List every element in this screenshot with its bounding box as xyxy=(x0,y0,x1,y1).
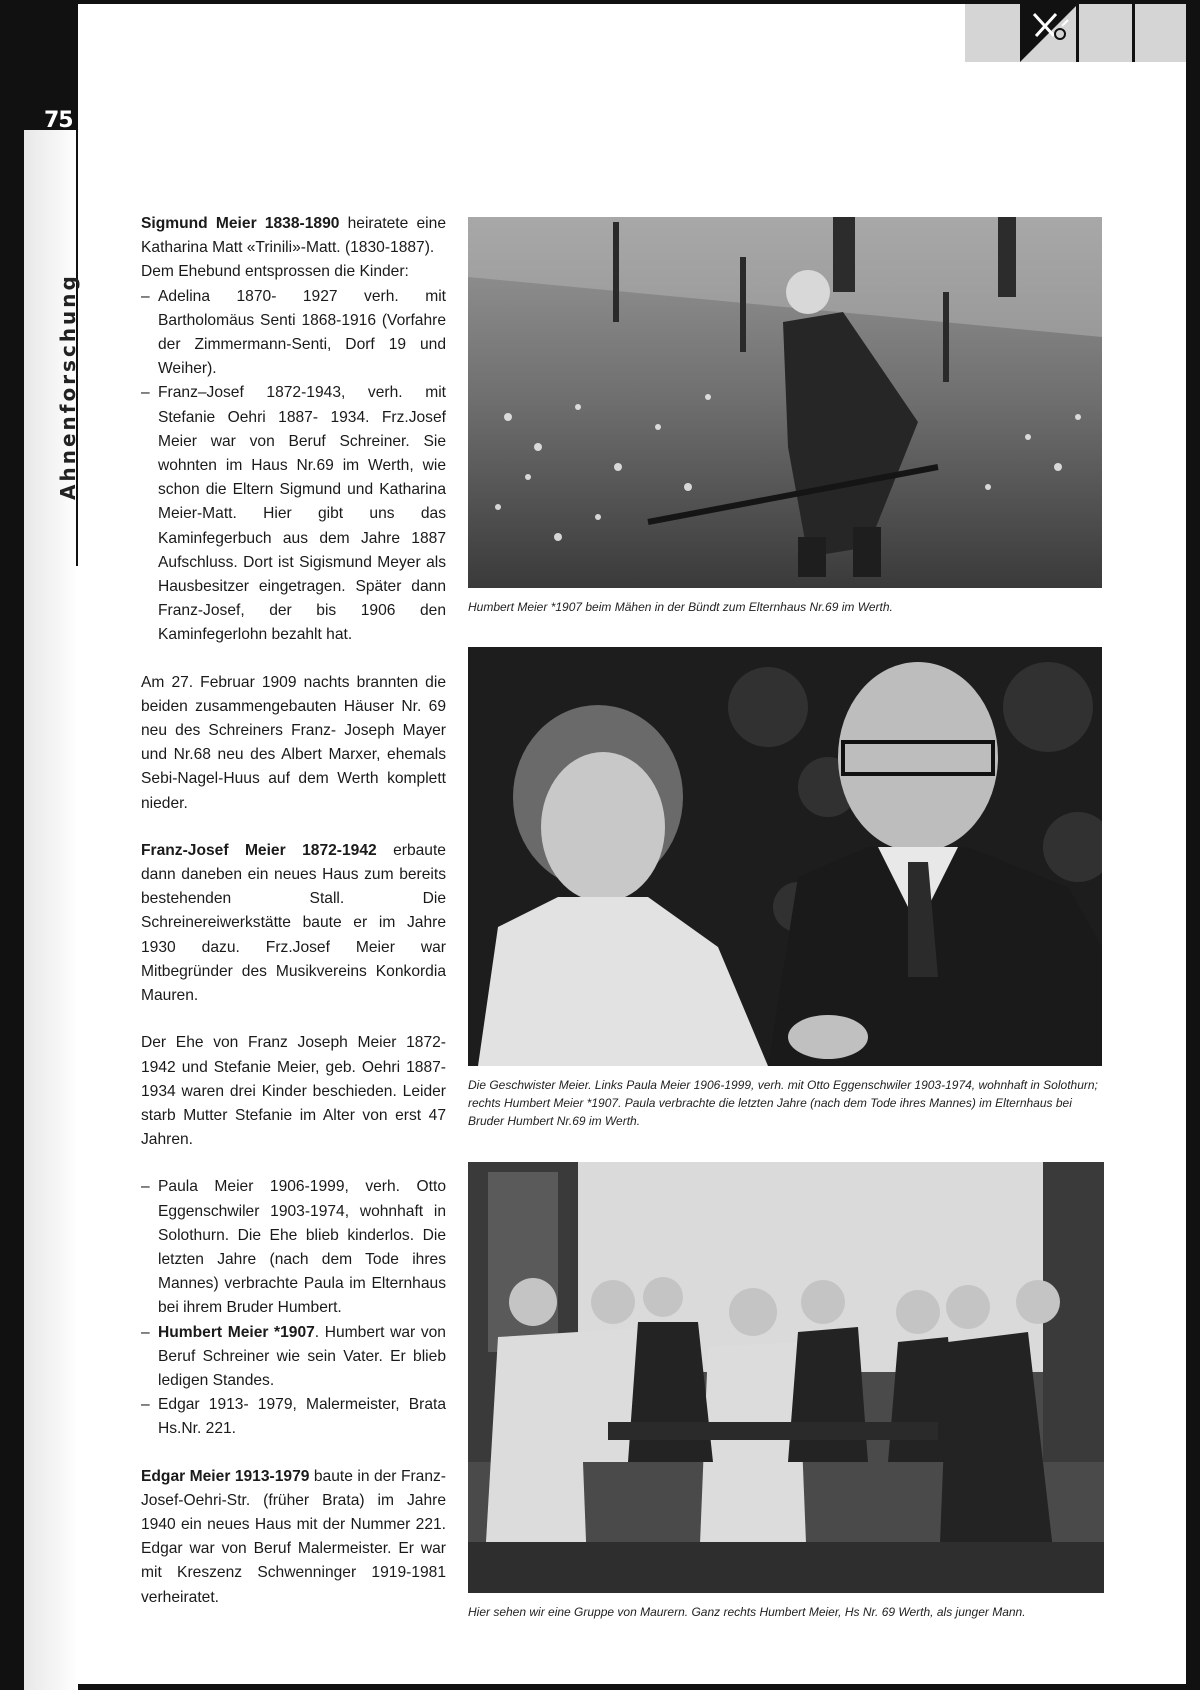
photo-masons xyxy=(468,1162,1104,1593)
left-margin-strip xyxy=(24,0,78,1690)
person-name: Edgar Meier 1913-1979 xyxy=(141,1467,310,1485)
person-name: Sigmund Meier 1838-1890 xyxy=(141,215,340,232)
photo-caption: Humbert Meier *1907 beim Mähen in der Bündt zum Elternhaus Nr.69 im Werth. xyxy=(468,600,893,614)
paragraph-text: . Humbert war von Beruf Schreiner wie sein Vater. Er blieb ledigen Standes. xyxy=(158,1323,446,1389)
list-item: – Adelina 1870- 1927 verh. mit Bartholomäus Senti 1868-1916 (Vorfahre der Zimmermann-Senti, Dorf 19 und Weiher). xyxy=(141,285,446,382)
header-stripe xyxy=(1132,4,1135,62)
page-edge-left xyxy=(0,0,24,1690)
photo-mowing xyxy=(468,217,1102,588)
crest-emblem-icon xyxy=(1020,4,1078,62)
page-number: 75 xyxy=(44,108,73,133)
paragraph-fire-1909: Am 27. Februar 1909 nachts brannten die beiden zusammengebauten Häuser Nr. 69 neu des Schreiners Franz- Joseph Mayer und Nr.68 neu des Albert Marxer, ehemals Sebi-Nagel-Huus auf dem Werth komplett nieder. xyxy=(141,673,446,812)
person-name: Franz-Josef Meier 1872-1942 xyxy=(141,841,377,859)
article-body xyxy=(141,212,446,1633)
children-list xyxy=(141,285,446,648)
page-edge-right xyxy=(1186,0,1200,1690)
photo-siblings xyxy=(468,647,1102,1066)
photo-caption: Die Geschwister Meier. Links Paula Meier 1906-1999, verh. mit Otto Eggenschwiler 1903-1974, wohnhaft in Solothurn; rechts Humbert Meier *1907. Paula verbrachte die letzten Jahre (nach dem Tode ihres Mannes) im Elternhaus bei Bruder Humbert Nr.69 im Werth. xyxy=(468,1078,1098,1128)
list-item: – Franz–Josef 1872-1943, verh. mit Stefanie Oehri 1887- 1934. Frz.Josef Meier war von Beruf Schreiner. Sie wohnten im Haus Nr.69 im Werth, wie schon die Eltern Sigmund und Katharina Meier-Matt. Hier gibt uns das Kaminfegerbuch aus dem Jahre 1887 Aufschluss. Dort ist Sigismund Meyer als Hausbesitzer eingetragen. Später dann Franz-Josef, der bis 1906 den Kaminfegerlohn bezahlt hat. xyxy=(141,381,446,647)
paragraph-text: erbaute dann daneben ein neues Haus zum bereits bestehenden Stall. Die Schreinereiwerkstätte baute er im Jahre 1930 dazu. Frz.Josef Meier war Mitbegründer des Musikvereins Konkordia Mauren. xyxy=(141,841,446,1005)
paragraph-marriage: Der Ehe von Franz Joseph Meier 1872-1942 und Stefanie Meier, geb. Oehri 1887-1934 waren drei Kinder beschieden. Leider starb Mutter Stefanie im Alter von erst 47 Jahren. xyxy=(141,1034,446,1149)
section-title: Ahnenforschung xyxy=(56,273,80,500)
children-intro: Dem Ehebund entsprossen die Kinder: xyxy=(141,263,409,281)
list-item: – Paula Meier 1906-1999, verh. Otto Eggenschwiler 1903-1974, wohnhaft in Solothurn. Die Ehe blieb kinderlos. Die letzten Jahre (nach dem Tode ihres Mannes) verbrachte Paula im Elternhaus bei ihrem Bruder Humbert. xyxy=(141,1175,446,1320)
page-edge-bottom xyxy=(0,1684,1200,1690)
paragraph-text: heiratete eine Katharina Matt «Trinili»-Matt. (1830-1887). xyxy=(141,215,446,257)
paragraph-text: baute in der Franz-Josef-Oehri-Str. (früher Brata) im Jahre 1940 ein neues Haus mit der Nummer 221. Edgar war von Beruf Malermeister. Er war mit Kreszenz Schwenninger 1919-1981 verheiratet. xyxy=(141,1467,446,1606)
paragraph-sigmund xyxy=(141,212,446,260)
header-stripe xyxy=(1076,4,1079,62)
photo-caption: Hier sehen wir eine Gruppe von Maurern. Ganz rechts Humbert Meier, Hs Nr. 69 Werth, als junger Mann. xyxy=(468,1605,1026,1619)
person-name: Humbert Meier *1907 xyxy=(158,1323,315,1341)
list-item xyxy=(141,1321,446,1394)
paragraph-franz-josef xyxy=(141,839,446,1008)
list-item: – Edgar 1913- 1979, Malermeister, Brata Hs.Nr. 221. xyxy=(141,1393,446,1441)
paragraph-edgar xyxy=(141,1465,446,1610)
siblings-list xyxy=(141,1175,446,1441)
